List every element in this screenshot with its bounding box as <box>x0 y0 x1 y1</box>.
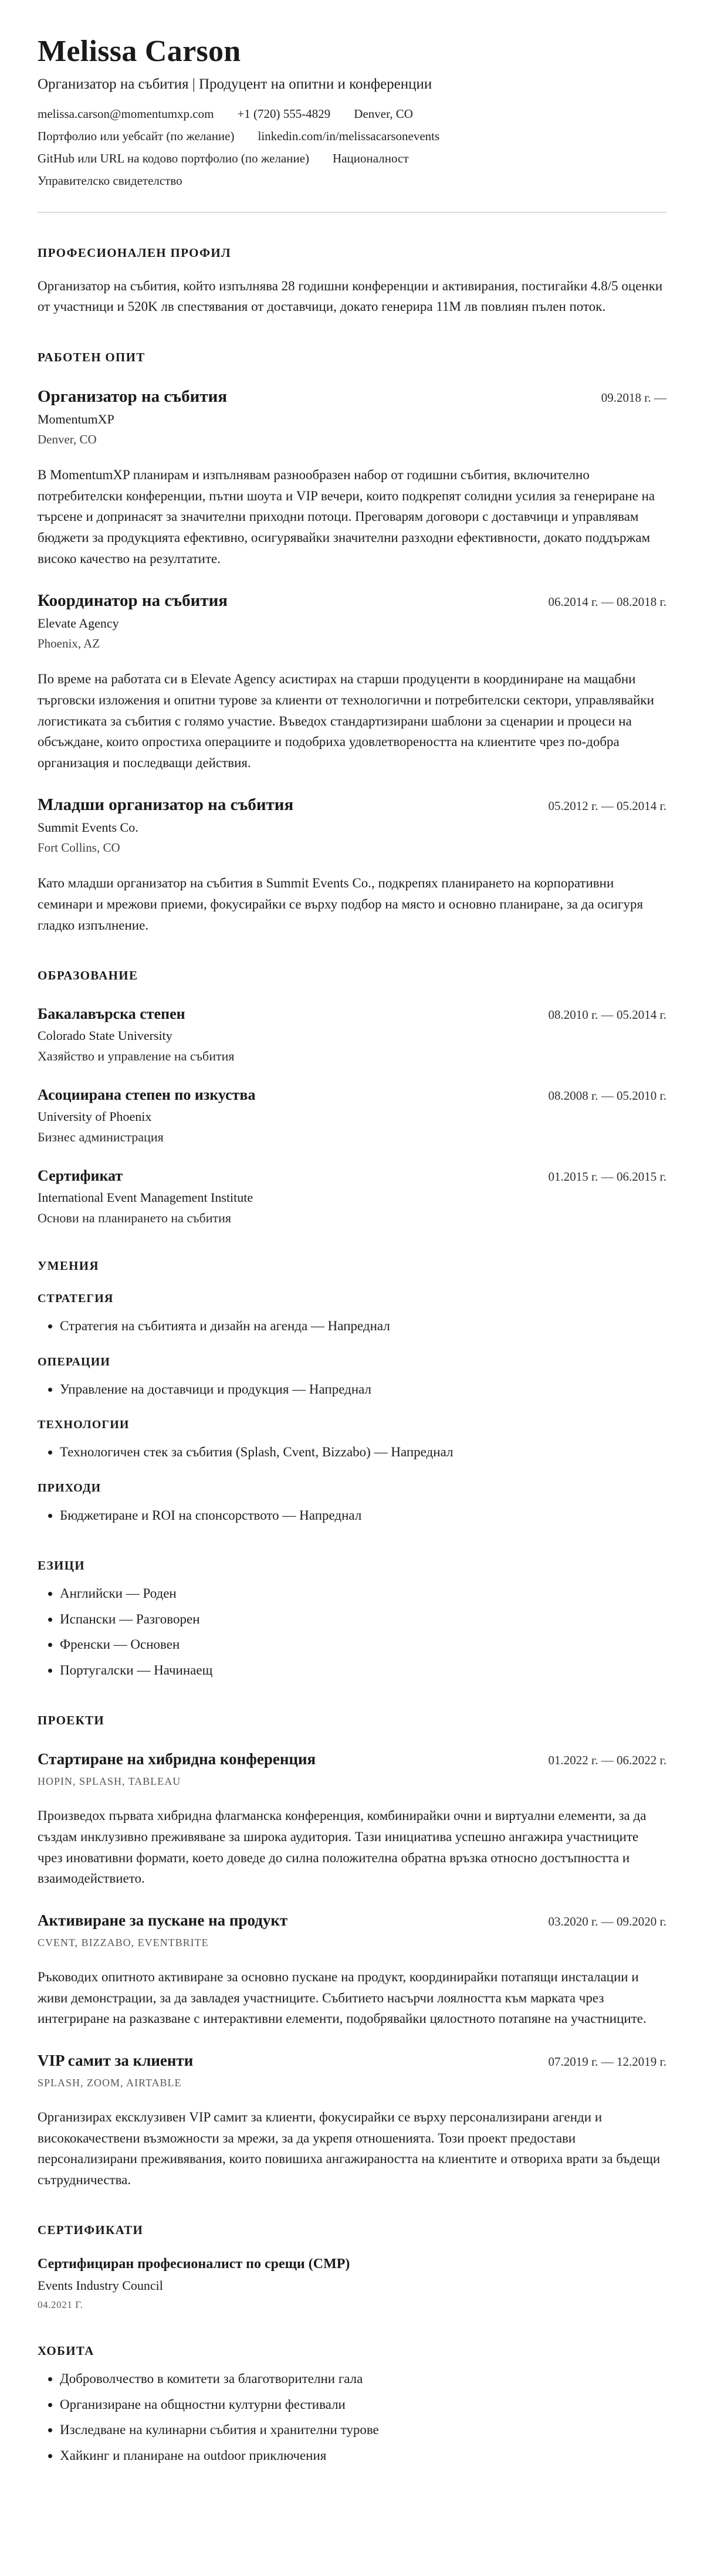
section-education <box>38 968 666 1226</box>
job-location: Phoenix, AZ <box>38 636 100 651</box>
project-title: Стартиране на хибридна конференция <box>38 1750 316 1768</box>
section-skills <box>38 1259 666 1526</box>
section-heading: ОБРАЗОВАНИЕ <box>38 968 138 983</box>
skill-category-label: ПРИХОДИ <box>38 1481 101 1494</box>
section-languages <box>38 1558 666 1680</box>
project-description: Организирах ексклузивен VIP самит за клиенти, фокусирайки се върху персонализирани агенди и висококачествени възможности за мрежи, за да укрепя отношенията. Този проект предостави персонализирани преживявания, които повишиха ангажираността на клиентите и отвориха врати за бъдещи сътрудничества. <box>38 2109 661 2187</box>
job-description: В MomentumXP планирам и изпълнявам разнообразен набор от годишни събития, включително потребителски конференции, пътни шоута и VIP вечери, които подкрепят солидни усилия за генериране на търсене и допринасят за значителни приходни потоци. Преговарям договори с доставчици и управлявам бюджети за продукцията ефективно, осигурявайки значителни разходни ефективности, докато поддържам високо качество на резултатите. <box>38 467 655 566</box>
job-title: Младши организатор на събития <box>38 795 294 815</box>
section-heading: РАБОТЕН ОПИТ <box>38 350 145 365</box>
contact-email: melissa.carson@momentumxp.com <box>38 106 214 121</box>
skill-list <box>38 1442 666 1463</box>
section-heading: ПРОЕКТИ <box>38 1713 105 1728</box>
project-tools: HOPIN, SPLASH, TABLEAU <box>38 1775 181 1788</box>
job-entry <box>38 591 666 773</box>
education-entry-header <box>38 1086 666 1104</box>
education-dates: 08.2008 г. — 05.2010 г. <box>548 1089 666 1103</box>
job-company: MomentumXP <box>38 412 114 427</box>
skill-list <box>38 1379 666 1400</box>
job-entry <box>38 387 666 569</box>
education-entry <box>38 1167 666 1226</box>
project-dates: 01.2022 г. — 06.2022 г. <box>548 1753 666 1768</box>
project-description: Произведох първата хибридна флагманска конференция, комбинирайки очни и виртуални елементи, за да създам инклузивно преживяване за широка аудитория. Тази инициатива успешно ангажира участниците чрез иновативни формати, което доведе до силна положителна обратна връзка относно достъпността и взаимодействието. <box>38 1808 647 1886</box>
certification-entry <box>38 2256 666 2311</box>
skill-group <box>38 1355 666 1400</box>
project-description: Ръководих опитното активиране за основно пускане на продукт, координирайки потапящи инсталации и живи демонстрации, за да завладея участниците. Събитието насърчи лоялността към марката чрез интегриране на разказване с интерактивни елементи, подобрявайки цялостното потапяне на участниците. <box>38 1969 647 2026</box>
skill-group <box>38 1482 666 1526</box>
contact-driving-license: Управителско свидетелство <box>38 173 182 188</box>
certification-date: 04.2021 Г. <box>38 2299 83 2311</box>
skill-category-label: СТРАТЕГИЯ <box>38 1292 114 1306</box>
project-tools: CVENT, BIZZABO, EVENTBRITE <box>38 1936 209 1948</box>
contact-phone: +1 (720) 555-4829 <box>237 106 331 121</box>
section-experience <box>38 350 666 936</box>
job-location: Denver, CO <box>38 432 97 447</box>
school-name: International Event Management Institute <box>38 1190 253 1205</box>
skill-item: • Управление на доставчици и продукция — Напреднал <box>60 1379 666 1400</box>
job-company: Summit Events Co. <box>38 820 138 835</box>
header-divider <box>38 212 666 213</box>
profile-text: Организатор на събития, който изпълнява 28 годишни конференции и активирания, постигайки 4.8/5 оценки от участници и 520K лв спестявания от доставчици, докато генерира 11М лв повлиян пълен поток. <box>38 278 663 314</box>
job-company: Elevate Agency <box>38 616 119 631</box>
field-of-study: Хазяйство и управление на събития <box>38 1049 235 1064</box>
hobby-item: • Хайкинг и планиране на outdoor приключения <box>60 2446 666 2466</box>
section-projects <box>38 1713 666 2190</box>
project-entry <box>38 1911 666 2029</box>
contact-github: GitHub или URL на кодово портфолио (по желание) <box>38 151 310 165</box>
job-title: Организатор на събития <box>38 387 228 406</box>
skill-category-label: ОПЕРАЦИИ <box>38 1355 111 1368</box>
certification-issuer: Events Industry Council <box>38 2278 163 2293</box>
hobby-item: • Организиране на общностни културни фестивали <box>60 2395 666 2415</box>
section-heading: СЕРТИФИКАТИ <box>38 2223 144 2238</box>
skill-list <box>38 1506 666 1526</box>
job-dates: 09.2018 г. — <box>601 391 666 405</box>
project-tools: SPLASH, ZOOM, AIRTABLE <box>38 2076 182 2089</box>
certification-name: Сертифициран професионалист по срещи (CMP) <box>38 2256 350 2272</box>
job-title: Координатор на събития <box>38 591 228 611</box>
hobby-list <box>38 2369 666 2466</box>
education-dates: 01.2015 г. — 06.2015 г. <box>548 1170 666 1184</box>
section-certifications <box>38 2223 666 2311</box>
education-entry <box>38 1086 666 1145</box>
degree-title: Асоциирана степен по изкуства <box>38 1086 256 1104</box>
language-item: • Френски — Основен <box>60 1635 666 1655</box>
job-entry-header <box>38 591 666 611</box>
project-title: VIP самит за клиенти <box>38 2051 194 2069</box>
contact-row-4 <box>38 174 666 188</box>
section-heading: ЕЗИЦИ <box>38 1558 85 1573</box>
project-dates: 03.2020 г. — 09.2020 г. <box>548 1914 666 1928</box>
candidate-name: Melissa Carson <box>38 35 241 68</box>
project-entry <box>38 2052 666 2191</box>
contact-linkedin: linkedin.com/in/melissacarsonevents <box>258 128 440 143</box>
section-hobbies <box>38 2344 666 2466</box>
contact-info <box>38 107 666 188</box>
section-heading: ПРОФЕСИОНАЛЕН ПРОФИЛ <box>38 245 231 260</box>
education-entry-header <box>38 1005 666 1023</box>
skill-item: • Стратегия на събитията и дизайн на агенда — Напреднал <box>60 1316 666 1337</box>
education-entry-header <box>38 1167 666 1185</box>
field-of-study: Основи на планирането на събития <box>38 1211 231 1226</box>
project-entry-header <box>38 1911 666 1930</box>
job-description: Като младши организатор на събития в Summit Events Co., подкрепях планирането на корпоративни семинари и мрежови приеми, фокусирайки се върху подбор на място и основно планиране, за да осигуря гладко изпълнение. <box>38 876 644 933</box>
contact-row-3 <box>38 151 666 166</box>
job-dates: 05.2012 г. — 05.2014 г. <box>548 799 666 814</box>
project-entry <box>38 1750 666 1889</box>
project-dates: 07.2019 г. — 12.2019 г. <box>548 2054 666 2069</box>
contact-row-2 <box>38 129 666 144</box>
language-item: • Португалски — Начинаещ <box>60 1660 666 1681</box>
degree-title: Бакалавърска степен <box>38 1005 185 1023</box>
language-item: • Испански — Разговорен <box>60 1609 666 1630</box>
section-heading: УМЕНИЯ <box>38 1259 99 1273</box>
job-entry-header <box>38 795 666 815</box>
field-of-study: Бизнес администрация <box>38 1130 164 1145</box>
job-entry <box>38 795 666 936</box>
skill-list <box>38 1316 666 1337</box>
section-heading: ХОБИТА <box>38 2344 94 2358</box>
contact-location: Denver, CO <box>354 106 413 121</box>
education-entry <box>38 1005 666 1064</box>
hobby-item: • Изследване на кулинарни събития и хранителни турове <box>60 2420 666 2441</box>
job-location: Fort Collins, CO <box>38 840 120 855</box>
job-description: По време на работата си в Elevate Agency асистирах на старши продуценти в координиране на мащабни търговски изложения и опитни турове за клиенти от технологични и потребителски сектори, управлявайки логистиката за събития с голямо участие. Въведох стандартизирани шаблони за сценарии и процеси на обсъждане, които опростиха операциите и подобриха удовлетвореността на клиентите чрез по-добра организация и последващи действия. <box>38 672 654 770</box>
project-title: Активиране за пускане на продукт <box>38 1911 288 1929</box>
school-name: University of Phoenix <box>38 1109 152 1124</box>
project-entry-header <box>38 2052 666 2070</box>
section-profile <box>38 246 666 317</box>
contact-row-1 <box>38 107 666 121</box>
degree-title: Сертификат <box>38 1167 123 1185</box>
contact-nationality: Националност <box>333 151 409 165</box>
hobby-item: • Доброволчество в комитети за благотворителни гала <box>60 2369 666 2389</box>
skill-group <box>38 1292 666 1337</box>
education-dates: 08.2010 г. — 05.2014 г. <box>548 1008 666 1022</box>
project-entry-header <box>38 1750 666 1768</box>
skill-item: • Бюджетиране и ROI на спонсорството — Напреднал <box>60 1506 666 1526</box>
resume-header <box>38 34 666 188</box>
skill-group <box>38 1418 666 1463</box>
job-dates: 06.2014 г. — 08.2018 г. <box>548 595 666 609</box>
language-list <box>38 1584 666 1680</box>
contact-portfolio: Портфолио или уебсайт (по желание) <box>38 128 235 143</box>
skill-item: • Технологичен стек за събития (Splash, Cvent, Bizzabo) — Напреднал <box>60 1442 666 1463</box>
school-name: Colorado State University <box>38 1028 172 1043</box>
skill-category-label: ТЕХНОЛОГИИ <box>38 1418 130 1432</box>
job-entry-header <box>38 387 666 406</box>
language-item: • Английски — Роден <box>60 1584 666 1604</box>
candidate-title: Организатор на събития | Продуцент на опитни и конференции <box>38 76 432 92</box>
